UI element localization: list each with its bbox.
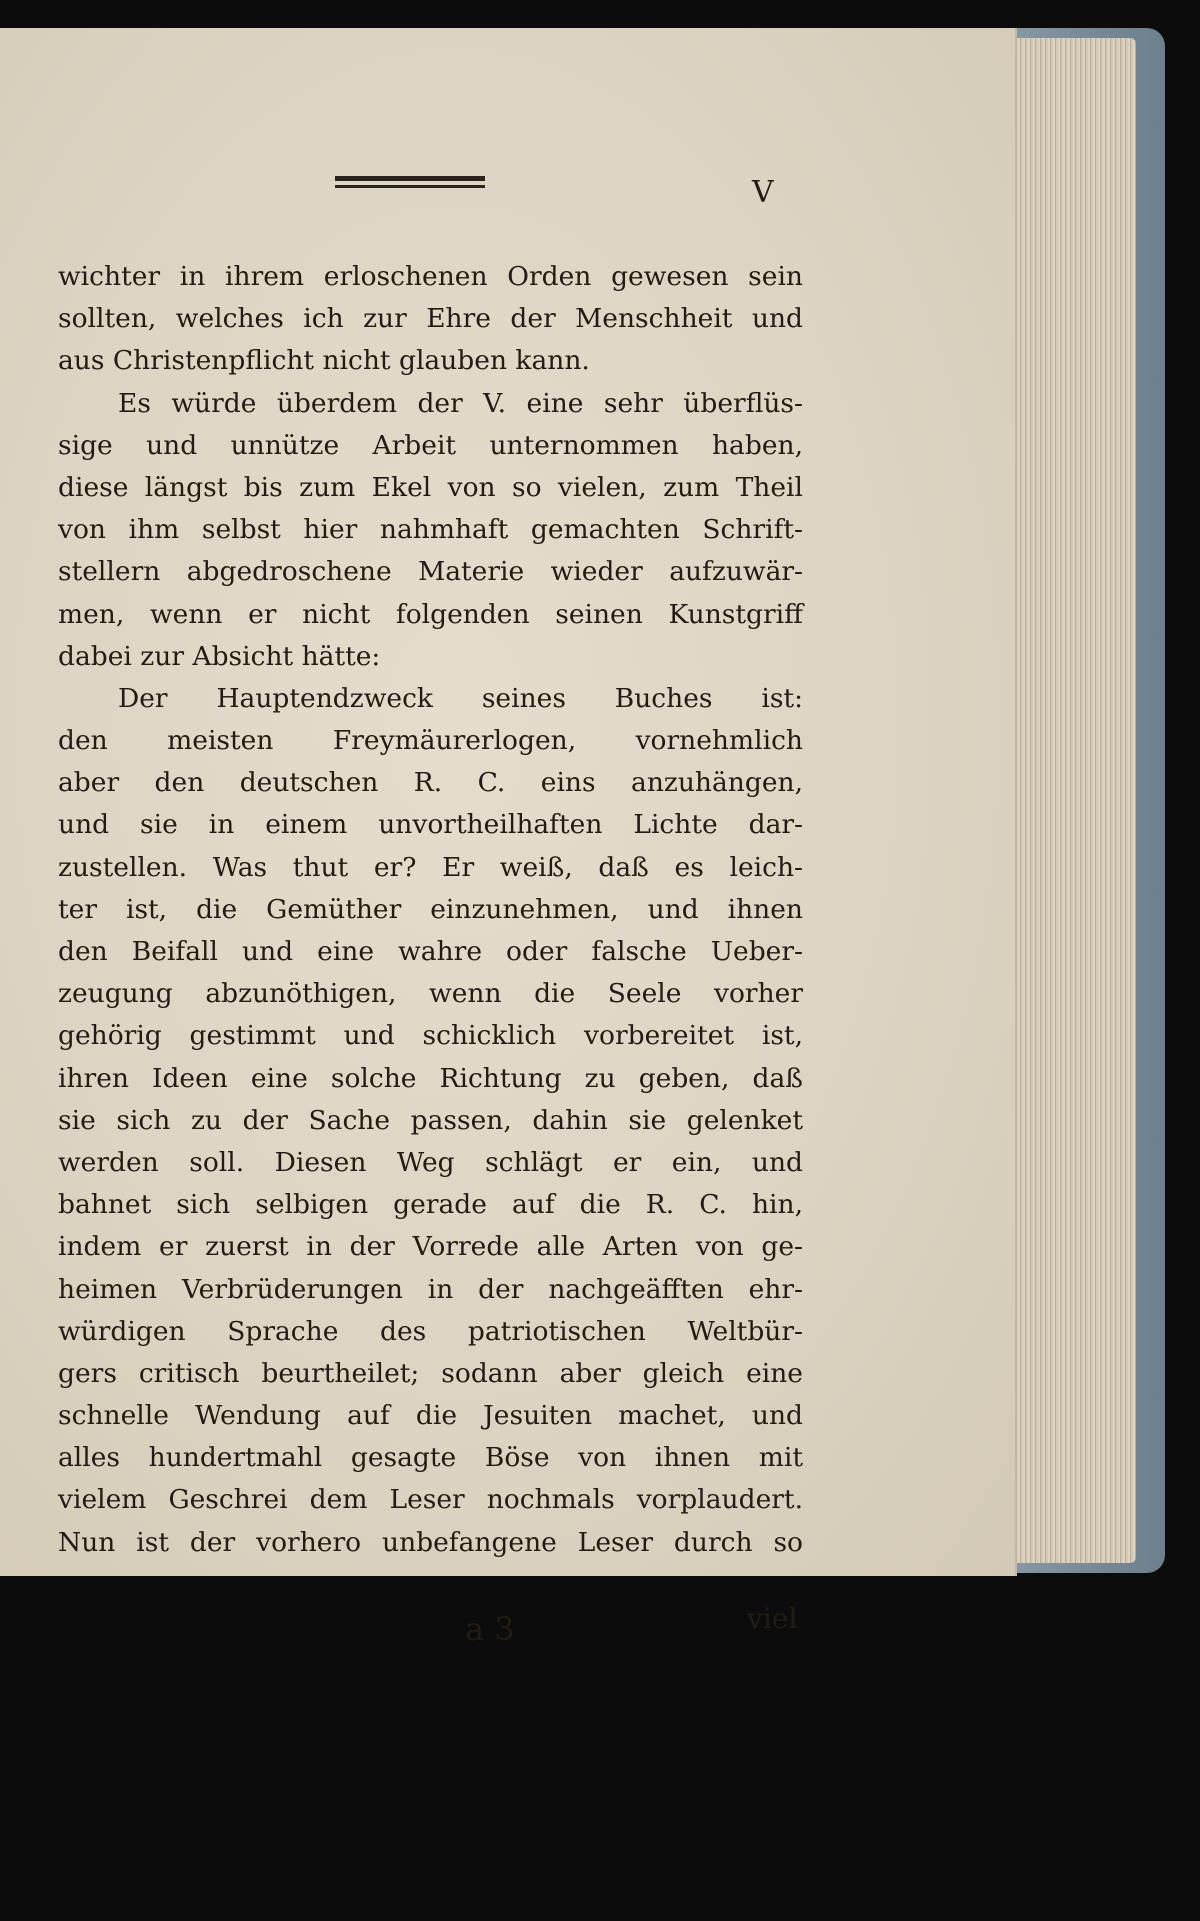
text-line: aus Christenpflicht nicht glauben kann.: [58, 345, 590, 377]
text-line: sollten, welches ich zur Ehre der Menschheit und: [58, 303, 803, 335]
text-line: und sie in einem unvortheilhaften Lichte dar-: [58, 809, 803, 841]
text-line: werden soll. Diesen Weg schlägt er ein, und: [58, 1146, 803, 1178]
text-line: den meisten Freymäurerlogen, vornehmlich: [58, 725, 803, 757]
text-line: sie sich zu der Sache passen, dahin sie gelenket: [58, 1104, 803, 1136]
text-line: zeugung abzunöthigen, wenn die Seele vorher: [58, 978, 803, 1010]
header-rule: [335, 176, 485, 190]
text-line: zustellen. Was thut er? Er weiß, daß es leich-: [58, 851, 803, 883]
text-line: men, wenn er nicht folgenden seinen Kunstgriff: [58, 598, 803, 630]
text-line: gers critisch beurtheilet; sodann aber gleich eine: [58, 1357, 803, 1389]
text-line: Nun ist der vorhero unbefangene Leser durch so: [58, 1526, 803, 1558]
text-line: wichter in ihrem erloschenen Orden gewesen sein: [58, 261, 803, 292]
text-line: vielem Geschrei dem Leser nochmals vorplaudert.: [58, 1484, 803, 1516]
text-line: aber den deutschen R. C. eins anzuhängen,: [58, 767, 803, 799]
text-line: dabei zur Absicht hätte:: [58, 640, 381, 672]
text-line: alles hundertmahl gesagte Böse von ihnen mit: [58, 1442, 803, 1474]
text-line: schnelle Wendung auf die Jesuiten machet, und: [58, 1400, 803, 1432]
page-edges: [1008, 38, 1136, 1563]
catchword: viel: [747, 1602, 798, 1635]
text-line: ihren Ideen eine solche Richtung zu geben, daß: [58, 1062, 803, 1094]
text-line: stellern abgedroschene Materie wieder aufzuwär-: [58, 556, 803, 588]
signature-mark: a 3: [465, 1610, 515, 1648]
text-line: heimen Verbrüderungen in der nachgeäfften ehr-: [58, 1273, 803, 1305]
page-number: V: [752, 175, 774, 210]
text-line: gehörig gestimmt und schicklich vorbereitet ist,: [58, 1020, 803, 1052]
text-line: würdigen Sprache des patriotischen Weltbür-: [58, 1315, 803, 1347]
body-text: [58, 256, 803, 1564]
text-line: Es würde überdem der V. eine sehr überflüs-: [118, 387, 803, 419]
text-line: von ihm selbst hier nahmhaft gemachten Schrift-: [58, 514, 803, 546]
text-line: Der Hauptendzweck seines Buches ist:: [118, 682, 803, 714]
book-page: [0, 28, 1017, 1648]
text-line: indem er zuerst in der Vorrede alle Arten von ge-: [58, 1231, 803, 1263]
text-line: sige und unnütze Arbeit unternommen haben,: [58, 429, 803, 461]
text-line: den Beifall und eine wahre oder falsche Ueber-: [58, 936, 803, 967]
text-line: ter ist, die Gemüther einzunehmen, und ihnen: [58, 893, 803, 925]
text-line: bahnet sich selbigen gerade auf die R. C. hin,: [58, 1189, 803, 1221]
text-line: diese längst bis zum Ekel von so vielen, zum Theil: [58, 471, 803, 503]
